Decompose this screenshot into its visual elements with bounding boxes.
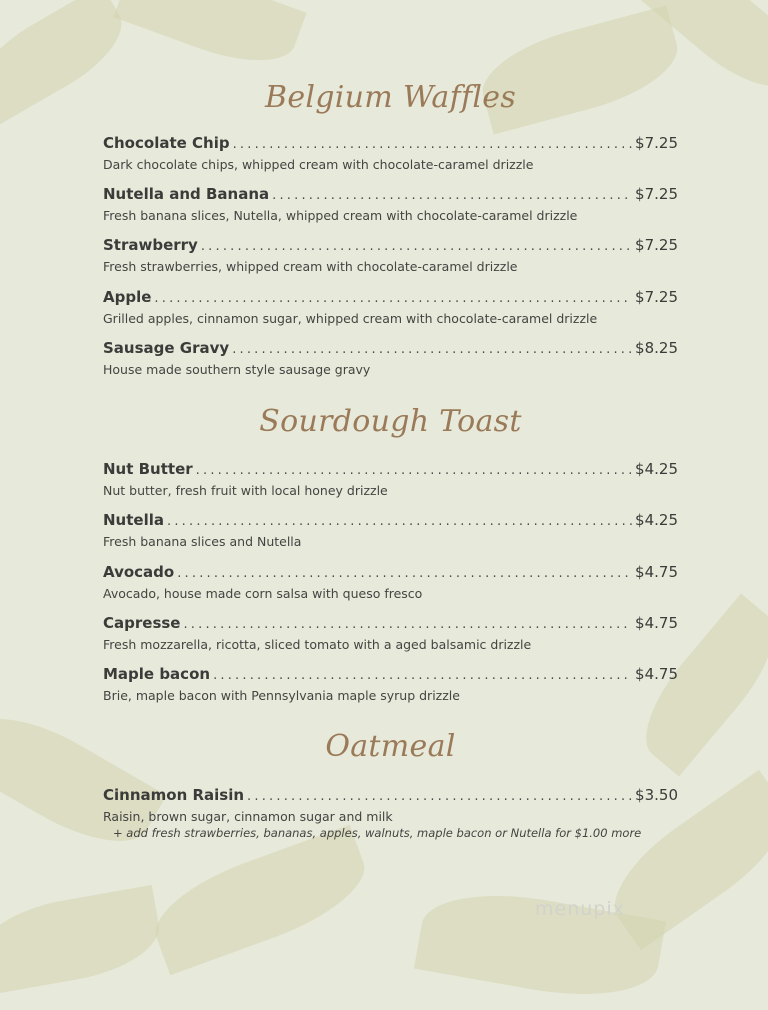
item-description: Fresh banana slices, Nutella, whipped cream with chocolate-caramel drizzle [103, 208, 578, 223]
item-description: Dark chocolate chips, whipped cream with chocolate-caramel drizzle [103, 157, 534, 172]
menu-item [103, 563, 678, 601]
dot-leader [177, 566, 632, 581]
item-name: Capresse [103, 614, 181, 632]
dot-leader [201, 239, 632, 254]
item-price: $7.25 [635, 236, 678, 254]
item-description: Fresh strawberries, whipped cream with chocolate-caramel drizzle [103, 259, 518, 274]
item-price: $4.75 [635, 665, 678, 683]
menu-item [103, 288, 678, 326]
item-name: Nutella [103, 511, 164, 529]
dot-leader [272, 188, 632, 203]
item-name: Chocolate Chip [103, 134, 230, 152]
item-price: $7.25 [635, 288, 678, 306]
dot-leader [183, 617, 632, 632]
menu-item [103, 339, 678, 377]
item-description: Avocado, house made corn salsa with queso fresco [103, 586, 423, 601]
item-name: Sausage Gravy [103, 339, 230, 357]
watermark: menupix [535, 898, 625, 920]
item-name: Apple [103, 288, 152, 306]
menu-item [103, 185, 678, 223]
dot-leader [154, 291, 632, 306]
item-description: Grilled apples, cinnamon sugar, whipped cream with chocolate-caramel drizzle [103, 311, 598, 326]
dot-leader [247, 789, 632, 804]
leaf-decoration [143, 825, 377, 975]
item-name: Avocado [103, 563, 175, 581]
item-name: Nutella and Banana [103, 185, 270, 203]
item-addon-note: + add fresh strawberries, bananas, apples, walnuts, maple bacon or Nutella for $1.00 more [113, 826, 642, 840]
section-title: Sourdough Toast [259, 404, 522, 439]
menu-item [103, 786, 678, 840]
item-description: Nut butter, fresh fruit with local honey drizzle [103, 483, 388, 498]
item-name: Nut Butter [103, 460, 193, 478]
leaf-decoration [473, 5, 687, 134]
menu-item [103, 614, 678, 652]
item-price: $7.25 [635, 134, 678, 152]
item-description: Raisin, brown sugar, cinnamon sugar and milk [103, 809, 393, 824]
menu-item [103, 134, 678, 172]
dot-leader [232, 342, 632, 357]
item-price: $3.50 [635, 786, 678, 804]
item-price: $4.75 [635, 563, 678, 581]
item-description: House made southern style sausage gravy [103, 362, 371, 377]
item-price: $8.25 [635, 339, 678, 357]
menu-item [103, 236, 678, 274]
item-price: $4.25 [635, 511, 678, 529]
dot-leader [213, 668, 632, 683]
section-title: Oatmeal [325, 729, 456, 764]
item-description: Brie, maple bacon with Pennsylvania maple syrup drizzle [103, 688, 460, 703]
dot-leader [233, 137, 632, 152]
menu-item [103, 665, 678, 703]
item-description: Fresh banana slices and Nutella [103, 534, 302, 549]
item-price: $4.75 [635, 614, 678, 632]
leaf-decoration [113, 0, 306, 79]
item-description: Fresh mozzarella, ricotta, sliced tomato with a aged balsamic drizzle [103, 637, 532, 652]
section-title: Belgium Waffles [264, 80, 517, 115]
item-price: $4.25 [635, 460, 678, 478]
dot-leader [167, 514, 632, 529]
leaf-decoration [0, 885, 166, 995]
dot-leader [196, 463, 632, 478]
item-name: Strawberry [103, 236, 198, 254]
menu-item [103, 511, 678, 549]
item-name: Cinnamon Raisin [103, 786, 245, 804]
item-name: Maple bacon [103, 665, 211, 683]
item-price: $7.25 [635, 185, 678, 203]
menu-item [103, 460, 678, 498]
